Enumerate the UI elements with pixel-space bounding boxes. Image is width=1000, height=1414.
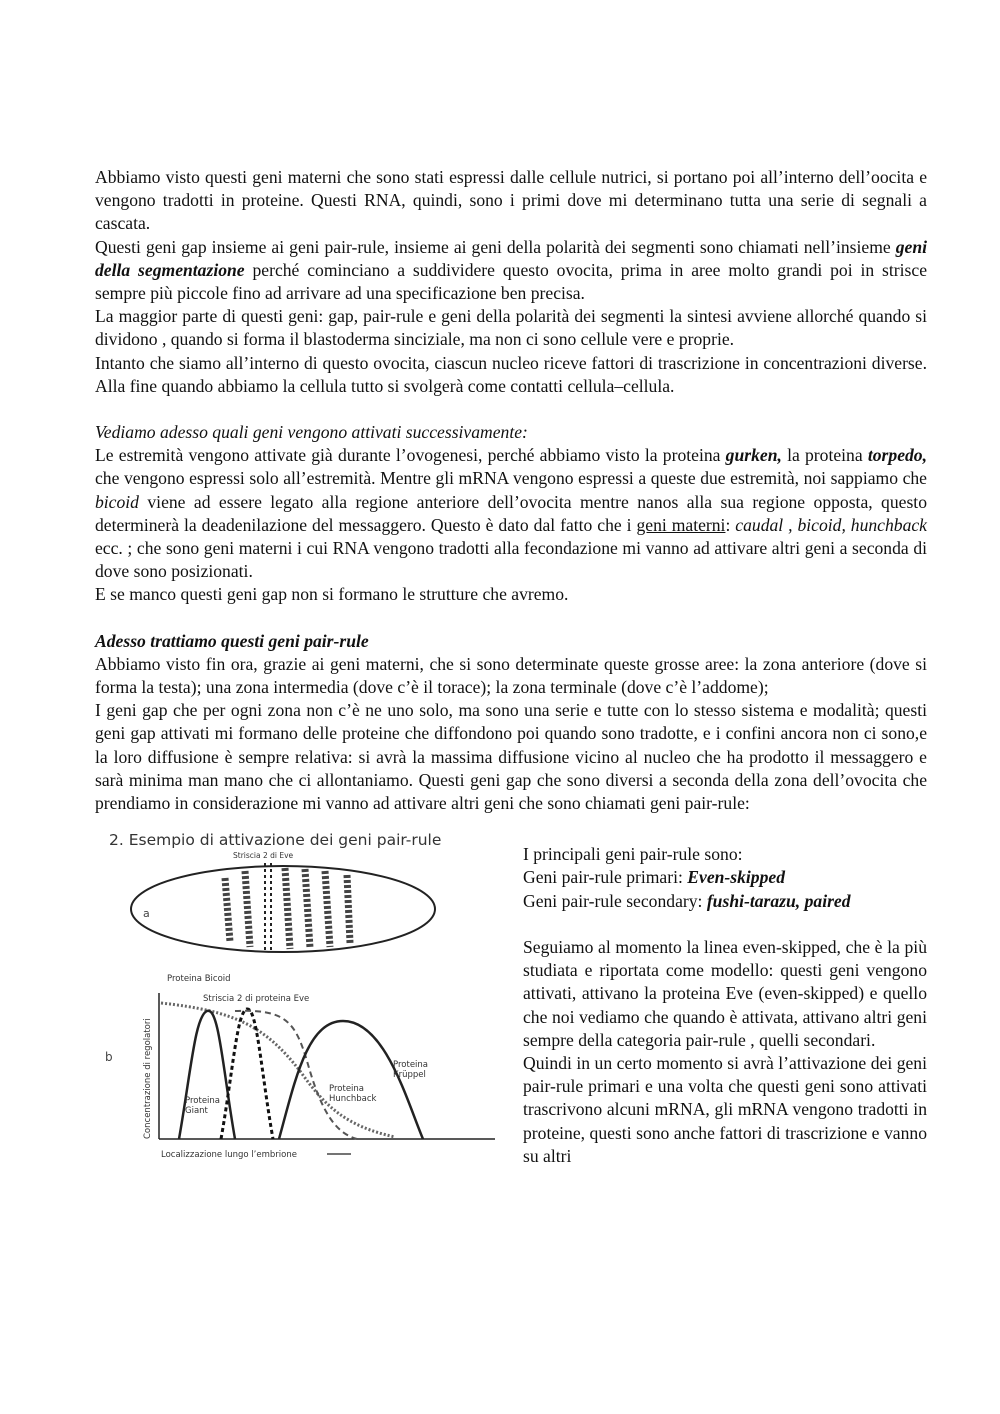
maternal-genes-term: geni materni (636, 514, 726, 535)
section-heading-pair-rule: Adesso trattiamo questi geni pair-rule (95, 630, 369, 651)
text-run: Questi geni gap insieme ai geni pair-rule, insieme ai geni della polarità dei segmenti sono chiamati nell’insieme (95, 236, 896, 257)
bicoid-curve (161, 1003, 395, 1137)
subheading-next-genes: Vediamo adesso quali geni vengono attivati successivamente: (95, 422, 528, 443)
kruppel-label: Krüppel (393, 1070, 426, 1081)
text-run: Geni pair-rule secondary: (523, 890, 707, 911)
secondary-pair-rule (523, 890, 927, 913)
bicoid-label: Proteina Bicoid (167, 974, 231, 985)
segmentation-genes-term: geni della segmentazione (95, 236, 927, 280)
lower-section (95, 821, 927, 1181)
secondary-genes-term: fushi-tarazu, paired (706, 890, 851, 911)
paragraph-even-skipped: Seguiamo al momento la linea even-skipped, che è la più studiata e riportata come modello: questi geni vengono attivati, attivano la proteina Eve (even-skipped) e quello che noi vediamo che quando è attivata, attivano altri geni sempre della categoria pair-rule , quelli secondari. (523, 936, 927, 1050)
label-a: a (143, 907, 150, 921)
primary-pair-rule (523, 866, 927, 889)
x-axis-label: Localizzazione lungo l’embrione (161, 1150, 297, 1161)
bicoid-term: bicoid (95, 491, 139, 512)
paragraph-extremities (95, 444, 927, 583)
text-run: viene ad essere legato alla regione anteriore dell’ovocita mentre nanos alla sua regione opposta, questo determinerà la deadenilazione del messaggero. Questo è dato dal fatto che i (95, 491, 927, 535)
giant-curve (179, 1011, 235, 1139)
giant-label: Giant (185, 1106, 208, 1117)
text-run: perché cominciano a suddividere questo ovocita, prima in aree molto grandi poi in strisce sempre più piccole fino ad arrivare ad una specificazione ben precisa. (95, 259, 927, 304)
text-run: Geni pair-rule primari: (523, 867, 688, 888)
document-page (95, 166, 927, 1181)
pair-rule-intro: I principali geni pair-rule sono: (523, 844, 743, 865)
right-column-text (523, 843, 927, 1168)
figure-drawing (95, 821, 507, 1171)
paragraph-gap-missing: E se manco questi geni gap non si formano le strutture che avremo. (95, 584, 569, 605)
text-run: ecc. ; che sono geni materni i cui RNA vengono tradotti alla fecondazione mi vanno ad attivare altri geni a seconda di dove sono posizionati. (95, 538, 927, 582)
paragraph-synthesis: La maggior parte di questi geni: gap, pair-rule e geni della polarità dei segmenti la sintesi avviene allorché quando si dividono , quando si forma il blastoderma sinciziale, ma non ci sono cellule vere e proprie. (95, 306, 927, 350)
stripe-label: Striscia 2 di Eve (233, 851, 294, 861)
paragraph-segmentation-genes (95, 236, 927, 306)
kruppel-label: Proteina (393, 1060, 429, 1071)
eve-label: Striscia 2 di proteina Eve (203, 994, 310, 1005)
text-run: la proteina (781, 445, 868, 466)
stripe-pattern (225, 868, 350, 949)
even-skipped-term: Even-skipped (687, 867, 786, 888)
y-axis-label: Concentrazione di regolatori (143, 1018, 153, 1140)
text-run: : (725, 514, 736, 535)
label-b: b (105, 1050, 113, 1065)
pair-rule-figure (95, 821, 507, 1171)
giant-label: Proteina (185, 1096, 221, 1107)
paragraph-activation: Quindi in un certo momento si avrà l’attivazione dei geni pair-rule primari e una volta che questi geni sono attivati trascrivono alcuni mRNA, gli mRNA vengono tradotti in proteine, questi sono anche fattori di trascrizione e vanno su altri (523, 1052, 927, 1166)
hunchback-label: Hunchback (329, 1094, 377, 1105)
paragraph-maternal-genes: Abbiamo visto questi geni materni che sono stati espressi dalle cellule nutrici, si portano poi all’interno dell’oocita e vengono tradotti in proteine. Questi RNA, quindi, sono i primi dove mi determinano tutta una serie di segnali a cascata. (95, 167, 927, 234)
maternal-genes-list: caudal , bicoid, hunchback (735, 514, 927, 535)
paragraph-transcription-factors: Intanto che siamo all’interno di questo ovocita, ciascun nucleo riceve fattori di trascrizione in concentrazioni diverse. Alla fine quando abbiamo la cellula tutto si svolgerà come contatti cellula–cellula. (95, 352, 927, 396)
paragraph-gap-genes: I geni gap che per ogni zona non c’è ne uno solo, ma sono una serie e tutte con lo stesso sistema e modalità; questi geni gap attivati mi formano delle proteine che diffondono poi quando sono tradotte, e i confini ancora non ci sono,e la loro diffusione è sempre relativa: si avrà la massima diffusione vicino al nucleo che ha prodotto il messaggero e sarà minima man mano che ci allontaniamo. Questi geni gap che sono diversi a seconda della zona dell’ovocita che prendiamo in considerazione mi vanno ad attivare altri geni che sono chiamati geni pair-rule: (95, 700, 927, 814)
figure-title: 2. Esempio di attivazione dei geni pair-rule (109, 831, 442, 850)
torpedo-term: torpedo, (867, 445, 927, 466)
paragraph-areas: Abbiamo visto fin ora, grazie ai geni materni, che si sono determinate queste grosse aree: la zona anteriore (dove si forma la testa); una zona intermedia (dove c’è il torace); la zona terminale (dove c’è l’addome); (95, 653, 927, 698)
text-run: Le estremità vengono attivate già durante l’ovogenesi, perché abbiamo visto la proteina (95, 445, 726, 466)
hunchback-label: Proteina (329, 1084, 365, 1095)
text-run: che vengono espressi solo all’estremità. Mentre gli mRNA vengono espressi a queste due estremità, noi sappiamo che (95, 468, 927, 489)
gurken-term: gurken, (725, 445, 782, 466)
eve-stripe-curve (221, 1009, 273, 1139)
